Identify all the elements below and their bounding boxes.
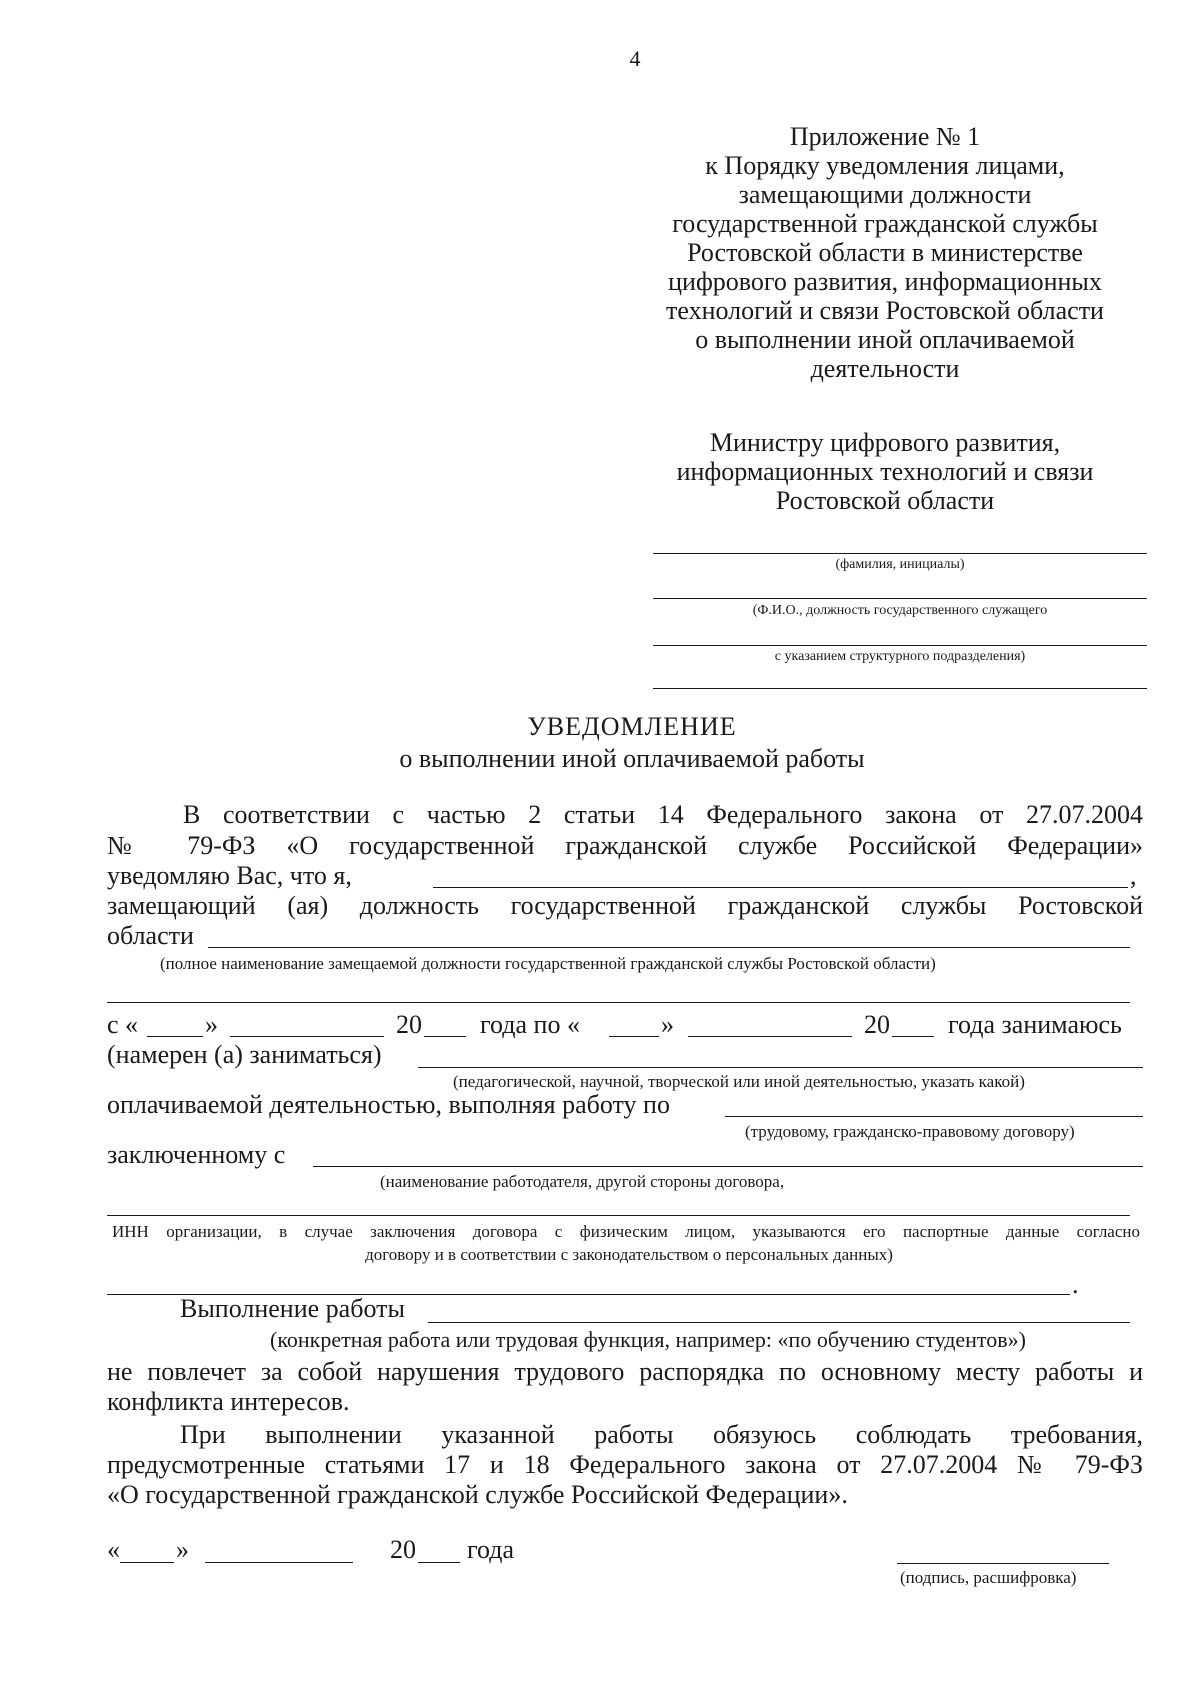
- addressee-block: [630, 428, 1140, 515]
- appendix-line: замещающими должности: [738, 180, 1032, 209]
- concluded-label: заключенному с: [107, 1140, 286, 1169]
- caption-contract: (трудовому, гражданско-правовому договору): [745, 1122, 1075, 1141]
- appendix-line: Ростовской области в министерстве: [687, 238, 1083, 267]
- paid-line: оплачиваемой деятельностью, выполняя работу по: [107, 1090, 670, 1119]
- document-subtitle: о выполнении иной оплачиваемой работы: [399, 744, 865, 773]
- body-line: не повлечет за собой нарушения трудового распорядка по основному месту работы и: [107, 1357, 1143, 1386]
- year-end-input[interactable]: [892, 1036, 934, 1037]
- day-end-input[interactable]: [609, 1036, 659, 1037]
- body-line: При выполнении указанной работы обязуюсь соблюдать требования,: [180, 1420, 1143, 1449]
- body-line: конфликта интересов.: [107, 1387, 350, 1416]
- body-line: замещающий (ая) должность государственной гражданской службы Ростовской: [107, 891, 1143, 920]
- sign-q-close: »: [176, 1535, 189, 1564]
- caption-name: (фамилия, инициалы): [835, 557, 965, 572]
- body-line: уведомляю Вас, что я,: [107, 861, 352, 890]
- comma: ,: [1130, 861, 1137, 890]
- employer-input-line-2[interactable]: [107, 1215, 1130, 1216]
- caption-fio: (Ф.И.О., должность государственного служащего: [752, 603, 1048, 618]
- appendix-line: о выполнении иной оплачиваемой: [695, 325, 1075, 354]
- caption-work: (конкретная работа или трудовая функция, например: «по обучению студентов»): [270, 1327, 1026, 1352]
- month-start-input[interactable]: [230, 1036, 384, 1037]
- signature-input-line[interactable]: [897, 1563, 1109, 1564]
- intend-label: (намерен (а) заниматься): [107, 1040, 382, 1069]
- contract-type-input[interactable]: [725, 1116, 1143, 1117]
- caption-unit: с указанием структурного подразделения): [774, 649, 1026, 664]
- body-line: В соответствии с частью 2 статьи 14 Федерального закона от 27.07.2004: [183, 800, 1143, 829]
- sign-year-input[interactable]: [418, 1562, 460, 1563]
- appendix-line: государственной гражданской службы: [672, 209, 1098, 238]
- addressee-line: информационных технологий и связи: [676, 457, 1094, 486]
- month-end-input[interactable]: [688, 1036, 852, 1037]
- appendix-line: цифрового развития, информационных: [668, 267, 1102, 296]
- sign-year: года: [467, 1535, 515, 1564]
- unit-field-line[interactable]: [653, 688, 1147, 689]
- page-number: 4: [629, 46, 641, 71]
- document-title: УВЕДОМЛЕНИЕ: [527, 712, 737, 741]
- addressee-line: Министру цифрового развития,: [709, 428, 1061, 457]
- caption-employer: (наименование работодателя, другой стороны договора,: [380, 1172, 785, 1191]
- date-20b: 20: [864, 1010, 890, 1039]
- body-line: области: [107, 921, 194, 950]
- position-input-line[interactable]: [208, 947, 1130, 948]
- day-start-input[interactable]: [147, 1036, 203, 1037]
- appendix-header: [630, 122, 1140, 383]
- sign-q-open: «: [107, 1535, 120, 1564]
- caption-inn-2: договору и в соответствии с законодательством о персональных данных): [365, 1245, 893, 1264]
- body-line: № 79-ФЗ «О государственной гражданской службе Российской Федерации»: [107, 831, 1143, 860]
- date-20a: 20: [396, 1010, 422, 1039]
- period: .: [1072, 1270, 1079, 1299]
- fio-field-line-2[interactable]: [653, 645, 1147, 646]
- fio-input-line[interactable]: [433, 887, 1128, 888]
- name-field-line[interactable]: [653, 553, 1147, 554]
- sign-20: 20: [390, 1535, 416, 1564]
- date-q1: »: [205, 1010, 218, 1039]
- appendix-line: деятельности: [810, 354, 960, 383]
- year-start-input[interactable]: [424, 1036, 466, 1037]
- caption-inn-1: ИНН организации, в случае заключения договора с физическим лицом, указываются его паспортные данные согласно: [112, 1222, 1140, 1241]
- appendix-line: Приложение № 1: [789, 122, 981, 151]
- appendix-line: к Порядку уведомления лицами,: [705, 151, 1065, 180]
- work-input-line[interactable]: [428, 1322, 1130, 1323]
- date-po: года по «: [480, 1010, 580, 1039]
- appendix-line: технологий и связи Ростовской области: [666, 296, 1104, 325]
- activity-input-line[interactable]: [418, 1067, 1143, 1068]
- addressee-line: Ростовской области: [775, 486, 995, 515]
- date-c: с «: [107, 1010, 139, 1039]
- employer-input-line[interactable]: [313, 1166, 1143, 1167]
- caption-signature: (подпись, расшифровка): [900, 1568, 1077, 1587]
- date-q2: »: [661, 1010, 674, 1039]
- sign-month-input[interactable]: [205, 1562, 353, 1563]
- sign-day-input[interactable]: [120, 1562, 174, 1563]
- position-input-line-2[interactable]: [107, 1002, 1130, 1003]
- body-line: «О государственной гражданской службе Российской Федерации».: [107, 1480, 848, 1509]
- caption-position: (полное наименование замещаемой должности государственной гражданской службы Ростовской области): [160, 954, 936, 973]
- work-label: Выполнение работы: [180, 1294, 405, 1323]
- fio-field-line[interactable]: [653, 598, 1147, 599]
- date-tail: года занимаюсь: [948, 1010, 1122, 1039]
- body-line: предусмотренные статьями 17 и 18 Федерального закона от 27.07.2004 № 79-ФЗ: [107, 1450, 1143, 1479]
- caption-activity: (педагогической, научной, творческой или иной деятельностью, указать какой): [453, 1072, 1025, 1091]
